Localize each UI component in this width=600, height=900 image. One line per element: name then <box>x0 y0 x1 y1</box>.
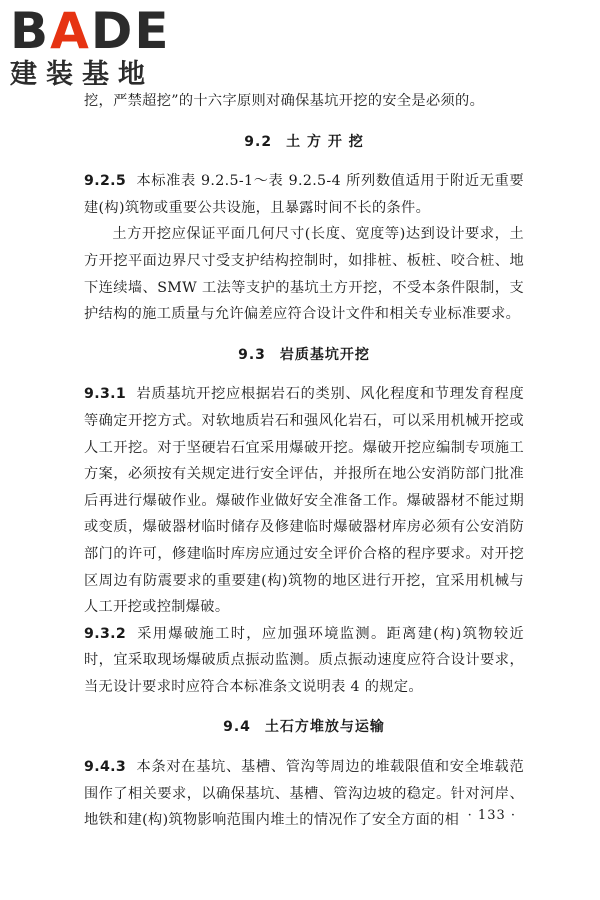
section-title: 土 方 开 挖 <box>286 133 364 150</box>
page-number: · 133 · <box>467 808 516 823</box>
section-heading-9-3 <box>84 342 524 369</box>
clause-text: 岩质基坑开挖应根据岩石的类别、风化程度和节理发育程度等确定开挖方式。对软地质岩石和强风化岩石，可以采用机械开挖或人工开挖。对于坚硬岩石宜采用爆破开挖。爆破开挖应编制专项施工方案，必须按有关规定进行安全评估，并报所在地公安消防部门批准后再进行爆破作业。爆破作业做好安全准备工作。爆破器材不能过期或变质，爆破器材临时储存及修建临时爆破器材库房必须有公安消防部门的许可，修建临时库房应通过安全评价合格的程序要求。对开挖区周边有防震要求的重要建(构)筑物的地区进行开挖，宜采用机械与人工开挖或控制爆破。 <box>84 386 524 616</box>
clause-number: 9.2.5 <box>84 173 127 190</box>
section-number: 9.3 <box>238 346 266 363</box>
section-number: 9.4 <box>223 719 251 736</box>
clause-number: 9.3.2 <box>84 625 127 642</box>
document-page <box>84 88 524 834</box>
logo-letters-b: B <box>10 2 51 60</box>
logo-wordmark <box>10 2 180 60</box>
section-number: 9.2 <box>244 133 273 150</box>
clause-number: 9.3.1 <box>84 386 127 403</box>
clause-9-3-2 <box>84 621 524 701</box>
clause-number: 9.4.3 <box>84 759 127 776</box>
logo-letters-de: DE <box>90 2 171 60</box>
clause-text: 本标准表 9.2.5-1～表 9.2.5-4 所列数值适用于附近无重要建(构)筑物或重要公共设施，且暴露时间不长的条件。 <box>84 173 524 216</box>
clause-9-4-3 <box>84 754 524 834</box>
section-title: 土石方堆放与运输 <box>264 719 385 736</box>
section-heading-9-4 <box>84 714 524 741</box>
clause-text: 采用爆破施工时，应加强环境监测。距离建(构)筑物较近时，宜采取现场爆破质点振动监测。质点振动速度应符合设计要求，当无设计要求时应符合本标准条文说明表 4 的规定。 <box>84 625 524 695</box>
section-heading-9-2 <box>84 129 524 156</box>
logo-subtitle: 建装基地 <box>10 59 154 90</box>
clause-9-3-1 <box>84 381 524 620</box>
clause-text: 本条对在基坑、基槽、管沟等周边的堆载限值和安全堆载范围作了相关要求，以确保基坑、基槽、管沟边坡的稳定。针对河岸、地铁和建(构)筑物影响范围内堆土的情况作了安全方面的相 <box>84 759 524 829</box>
logo-letter-a: A <box>50 2 91 60</box>
clause-9-2-5 <box>84 168 524 221</box>
clause-9-2-5-continued: 土方开挖应保证平面几何尺寸(长度、宽度等)达到设计要求，土方开挖平面边界尺寸受支护结构控制时，如排桩、板桩、咬合桩、地下连续墙、SMW 工法等支护的基坑土方开挖，不受本条件限制，支护结构的施工质量与允许偏差应符合设计文件和相关专业标准要求。 <box>84 226 524 323</box>
section-title: 岩质基坑开挖 <box>279 346 370 363</box>
intro-paragraph: 挖，严禁超挖”的十六字原则对确保基坑开挖的安全是必须的。 <box>84 93 485 109</box>
bade-logo <box>10 2 180 98</box>
